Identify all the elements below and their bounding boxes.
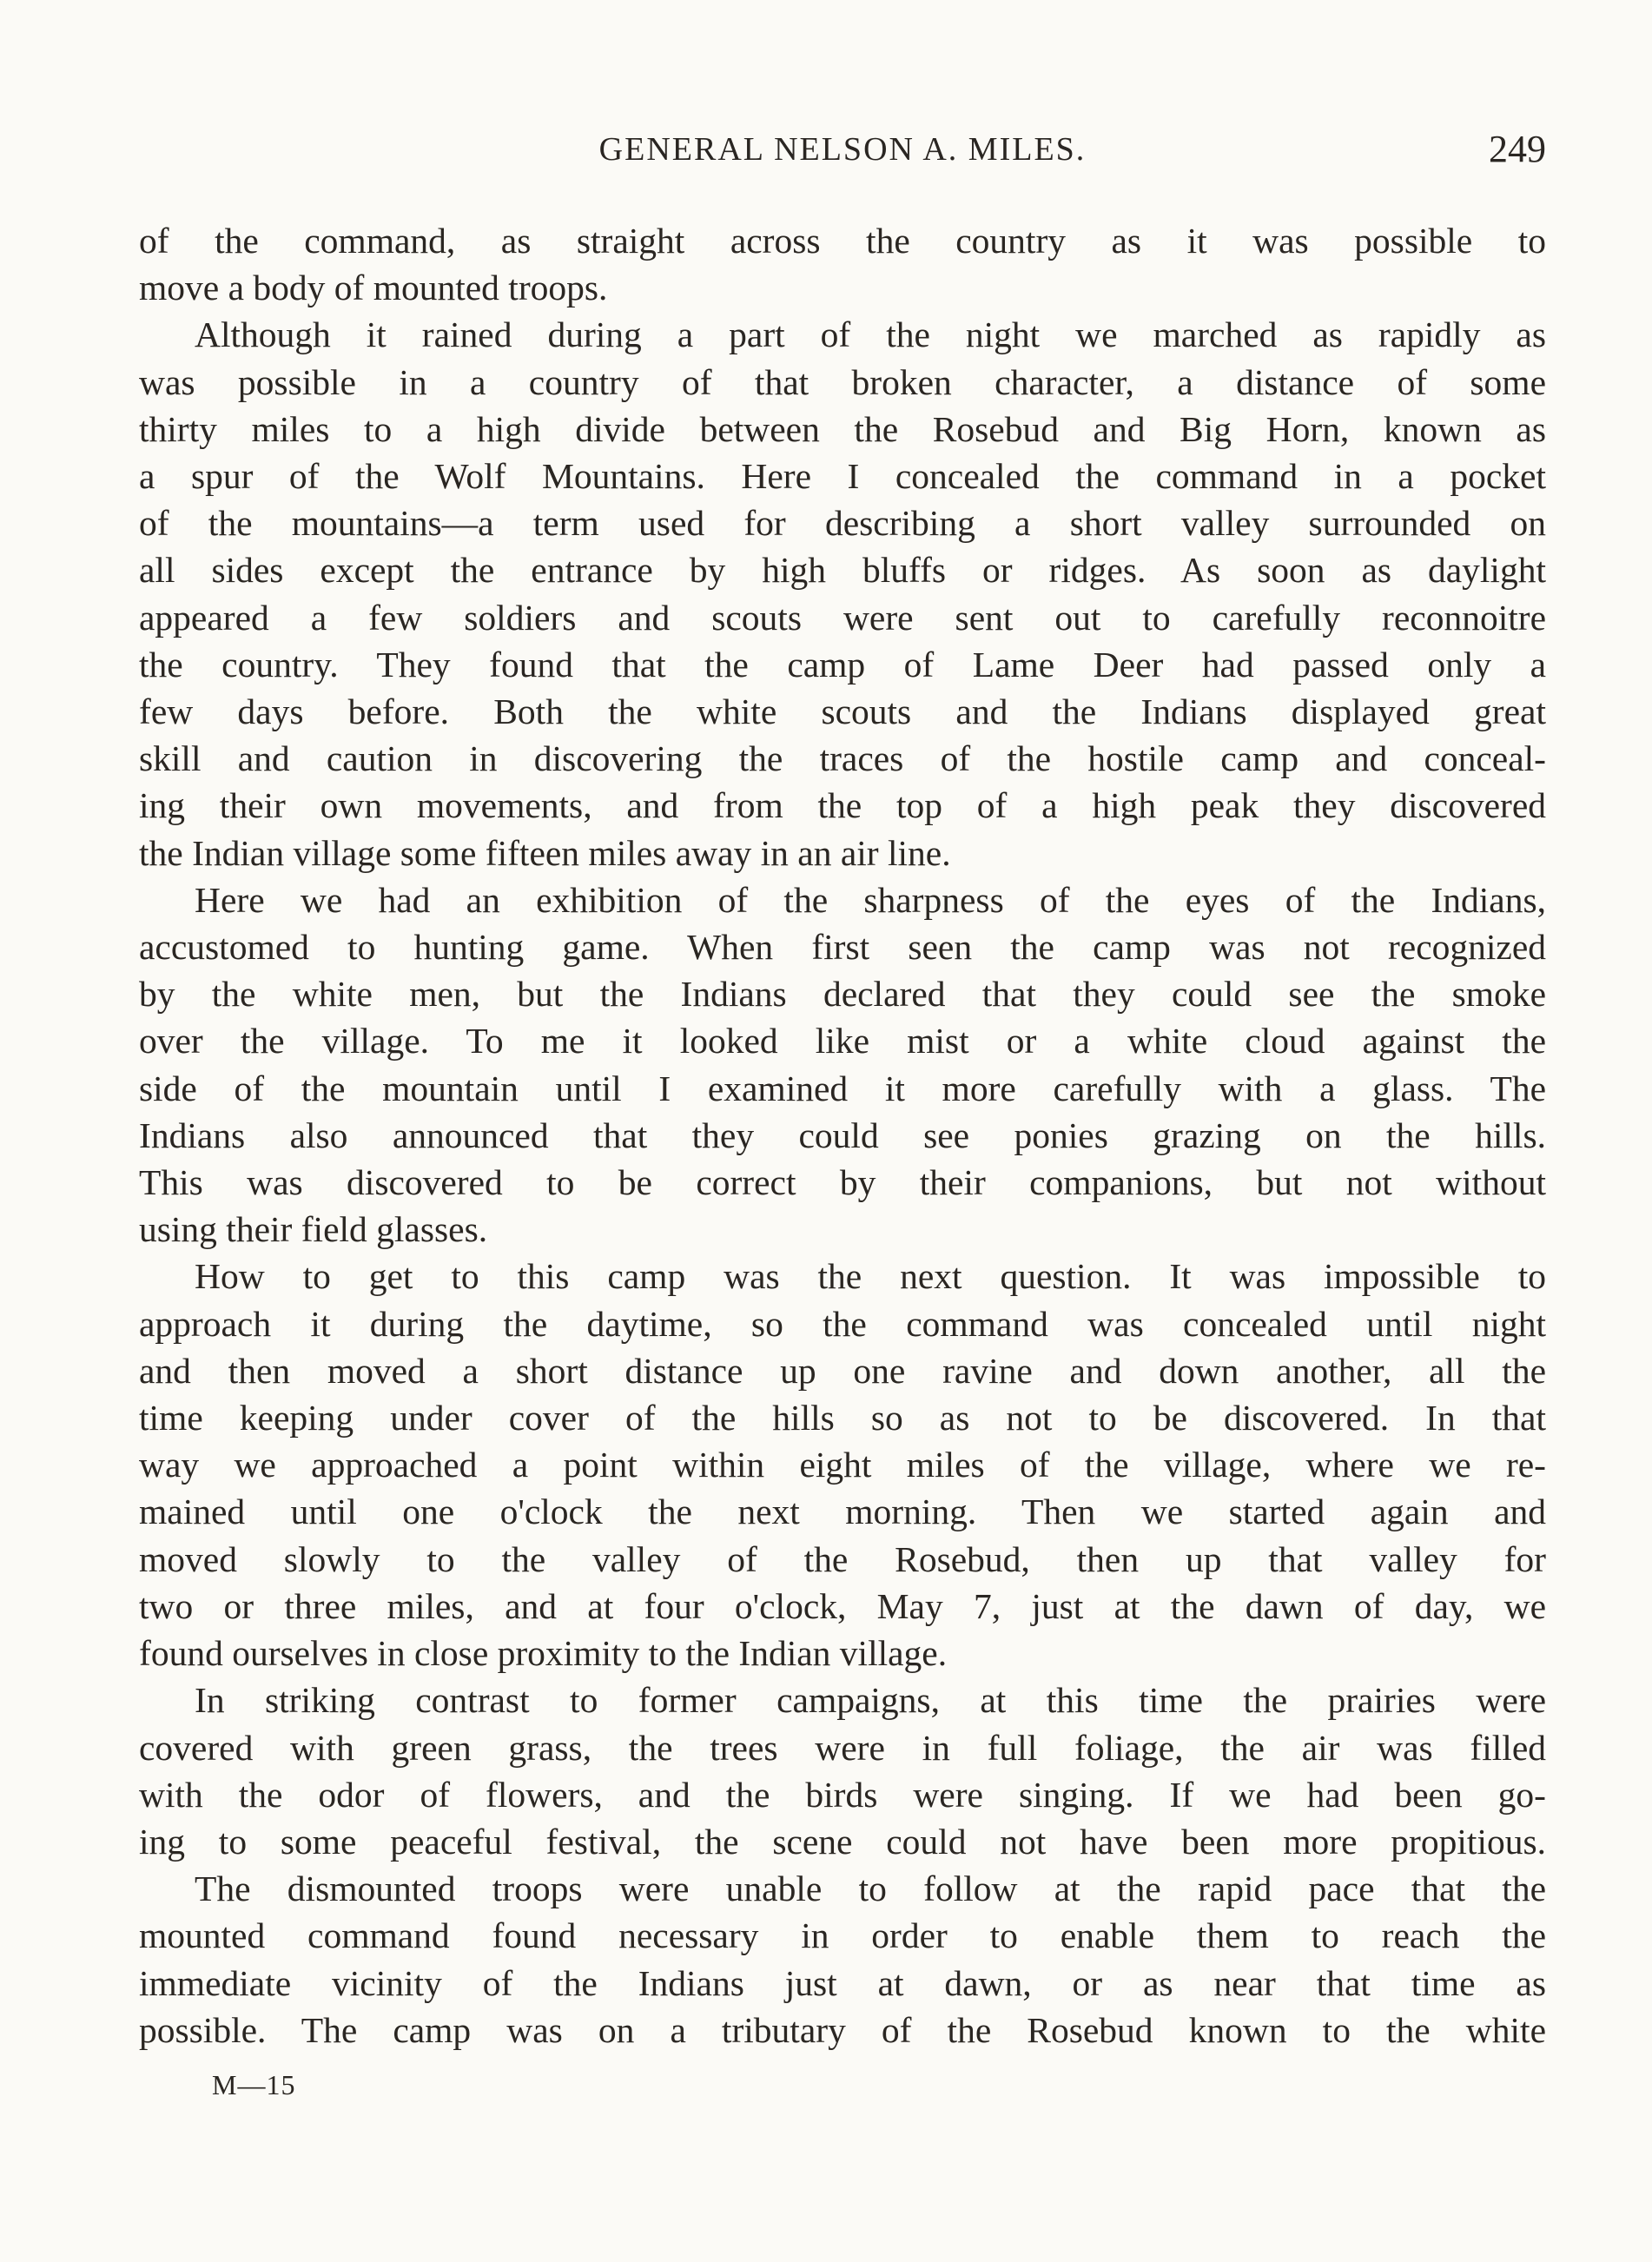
text-line: moved slowly to the valley of the Rosebud, then up that valley for bbox=[139, 1538, 1546, 1579]
text-line: possible. The camp was on a tributary of the Rosebud known to the white bbox=[139, 2009, 1546, 2050]
text-line: few days before. Both the white scouts and the Indians displayed great bbox=[139, 691, 1546, 732]
text-line: the Indian village some fifteen miles away in an air line. bbox=[139, 832, 951, 873]
paragraph-first-line: The dismounted troops were unable to follow at the rapid pace that the bbox=[195, 1868, 1546, 1909]
paragraph-first-line: In striking contrast to former campaigns, at this time the prairies were bbox=[195, 1680, 1546, 1721]
running-head bbox=[139, 130, 1546, 182]
paragraph-first-line: Here we had an exhibition of the sharpness of the eyes of the Indians, bbox=[195, 879, 1546, 920]
text-line: move a body of mounted troops. bbox=[139, 268, 608, 308]
text-line: a spur of the Wolf Mountains. Here I concealed the command in a pocket bbox=[139, 456, 1546, 497]
text-line: thirty miles to a high divide between the Rosebud and Big Horn, known as bbox=[139, 408, 1546, 449]
text-line: mained until one o'clock the next morning. Then we started again and bbox=[139, 1491, 1546, 1532]
text-line: This was discovered to be correct by their companions, but not without bbox=[139, 1162, 1546, 1203]
text-line: was possible in a country of that broken character, a distance of some bbox=[139, 361, 1546, 402]
page-number: 249 bbox=[1489, 128, 1546, 170]
text-line: with the odor of flowers, and the birds were singing. If we had been go- bbox=[139, 1774, 1546, 1815]
text-line: accustomed to hunting game. When first seen the camp was not recognized bbox=[139, 927, 1546, 968]
text-line: immediate vicinity of the Indians just at dawn, or as near that time as bbox=[139, 1962, 1546, 2003]
text-line: side of the mountain until I examined it more carefully with a glass. The bbox=[139, 1068, 1546, 1108]
text-line: of the mountains—a term used for describing a short valley surrounded on bbox=[139, 503, 1546, 544]
body-text bbox=[139, 217, 1546, 2054]
text-line: and then moved a short distance up one ravine and down another, all the bbox=[139, 1350, 1546, 1391]
signature-mark: M—15 bbox=[212, 2069, 296, 2100]
text-line: ing to some peaceful festival, the scene could not have been more propitious. bbox=[139, 1821, 1546, 1862]
text-line: mounted command found necessary in order to enable them to reach the bbox=[139, 1915, 1546, 1956]
text-line: found ourselves in close proximity to the Indian village. bbox=[139, 1633, 948, 1674]
paragraph-first-line: How to get to this camp was the next question. It was impossible to bbox=[195, 1256, 1546, 1297]
text-line: covered with green grass, the trees were in full foliage, the air was filled bbox=[139, 1727, 1546, 1768]
text-line: using their field glasses. bbox=[139, 1209, 488, 1250]
text-line: ing their own movements, and from the top of a high peak they discovered bbox=[139, 785, 1546, 826]
text-line: the country. They found that the camp of Lame Deer had passed only a bbox=[139, 644, 1546, 685]
text-line: skill and caution in discovering the traces of the hostile camp and conceal- bbox=[139, 738, 1546, 779]
text-line: over the village. To me it looked like mist or a white cloud against the bbox=[139, 1021, 1546, 1062]
text-line: of the command, as straight across the country as it was possible to bbox=[139, 221, 1546, 261]
text-line: two or three miles, and at four o'clock, May 7, just at the dawn of day, we bbox=[139, 1585, 1546, 1626]
text-line: by the white men, but the Indians declared that they could see the smoke bbox=[139, 974, 1546, 1015]
text-line: time keeping under cover of the hills so as not to be discovered. In that bbox=[139, 1398, 1546, 1439]
running-title: GENERAL NELSON A. MILES. bbox=[598, 131, 1087, 168]
text-line: appeared a few soldiers and scouts were sent out to carefully reconnoitre bbox=[139, 597, 1546, 638]
text-line: approach it during the daytime, so the command was concealed until night bbox=[139, 1303, 1546, 1344]
text-line: all sides except the entrance by high bluffs or ridges. As soon as daylight bbox=[139, 550, 1546, 591]
paragraph-first-line: Although it rained during a part of the night we marched as rapidly as bbox=[195, 314, 1546, 355]
text-line: Indians also announced that they could see ponies grazing on the hills. bbox=[139, 1114, 1546, 1155]
text-line: way we approached a point within eight miles of the village, where we re- bbox=[139, 1445, 1546, 1485]
